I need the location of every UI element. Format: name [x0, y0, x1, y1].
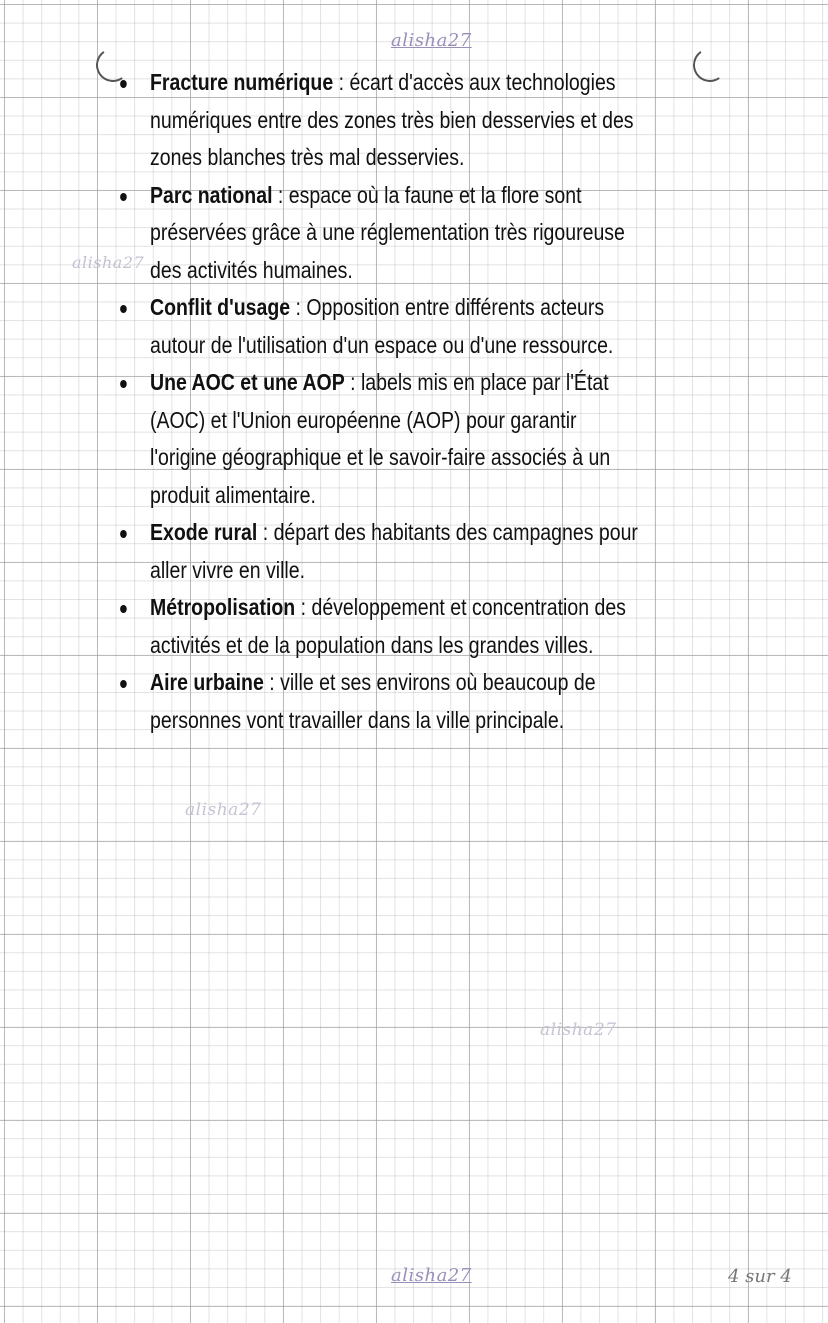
definition-item: [26, 64, 673, 177]
definition-text: : Opposition entre différents acteurs autour de l'utilisation d'un espace ou d'une ressource.: [150, 294, 614, 358]
definition-term: Exode rural: [150, 519, 258, 545]
definition-term: Fracture numérique: [150, 69, 334, 95]
watermark-bottom: alisha27: [391, 1265, 472, 1286]
definition-text: : espace où la faune et la flore sont préservées grâce à une réglementation très rigoureuse des activités humaines.: [150, 181, 625, 283]
watermark-top: alisha27: [391, 30, 472, 51]
definition-term: Parc national: [150, 181, 273, 208]
definition-item: [26, 177, 673, 290]
definition-text: : départ des habitants des campagnes pour aller vivre en ville.: [150, 519, 638, 583]
page-number: 4 sur 4: [728, 1266, 792, 1287]
definition-term: Aire urbaine: [150, 669, 264, 695]
definitions-list: [0, 64, 828, 739]
definition-text: : développement et concentration des activités et de la population dans les grandes villes.: [150, 594, 626, 658]
definition-text: : écart d'accès aux technologies numériques entre des zones très bien desservies et des zones blanches très mal desservies.: [150, 69, 634, 170]
definition-item: [26, 514, 673, 589]
definition-term: Métropolisation: [150, 594, 296, 620]
definition-item: [26, 589, 673, 664]
definition-item: [26, 364, 673, 514]
watermark-faded: alisha27: [72, 253, 145, 272]
definition-term: Une AOC et une AOP: [150, 369, 345, 395]
definition-text: : labels mis en place par l'État (AOC) et l'Union européenne (AOP) pour garantir l'origine géographique et le savoir-faire associés à un produit alimentaire.: [150, 369, 611, 508]
definition-term: Conflit d'usage: [150, 294, 291, 320]
definition-item: [26, 289, 673, 364]
watermark-faded: alisha27: [185, 800, 262, 820]
watermark-faded: alisha27: [540, 1020, 617, 1040]
definition-text: : ville et ses environs où beaucoup de personnes vont travailler dans la ville principale.: [150, 669, 596, 733]
definition-item: [26, 664, 673, 739]
